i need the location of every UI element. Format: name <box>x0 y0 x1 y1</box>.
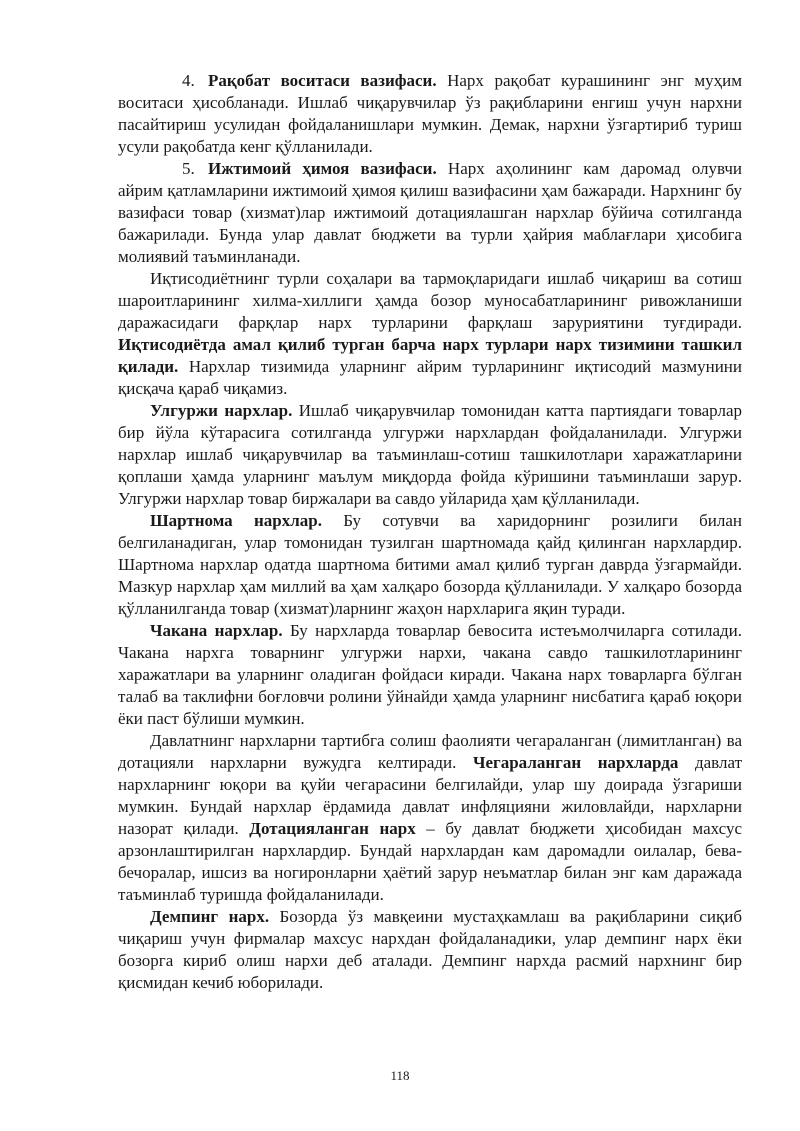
paragraph-text: Ишлаб чиқарувчилар томонидан катта партиядаги товарлар бир йўла кўтарасига сотилганда улгуржи нархлардан фойдаланилади. Улгуржи нархлар ишлаб чиқарувчилар ва таъминлаш-сотиш ташкилотлари харажатларини қоплаши ҳамда уларнинг маълум миқдорда фойда кўришини таъминлаши зарур. Улгуржи нархлар товар биржалари ва савдо уйларида ҳам қўлланилади. <box>118 401 742 508</box>
paragraph-price-system <box>118 268 742 400</box>
bold-term-subsidized: Дотацияланган нарх <box>249 819 416 838</box>
paragraph-social-protection-function <box>118 158 742 268</box>
paragraph-text: Нарх рақобат курашининг энг муҳим воситаси ҳисобланади. Ишлаб чиқарувчилар ўз рақибларини енгиш учун нархни пасайтириш усулидан фойдаланишлари мумкин. Демак, нархни ўзгартириб туриш усули рақобатда кенг қўлланилади. <box>118 71 742 156</box>
paragraph-text: Бу сотувчи ва харидорнинг розилиги билан белгиланадиган, улар томонидан тузилган шартномада қайд қилинган нархлардир. Шартнома нархлар одатда шартнома битими амал қилиб турган даврда ўзгармайди. Мазкур нархлар ҳам миллий ва ҳам халқаро бозорда қўлланилади. У халқаро бозорда қўлланилганда товар (хизмат)ларнинг жаҳон нархларига яқин туради. <box>118 511 742 618</box>
paragraph-regulated-prices <box>118 730 742 906</box>
paragraph-text: Давлатнинг нархларни тартибга солиш фаолияти чегараланган (лимитланган) ва дотацияли нархларни вужудга келтиради. <box>118 731 742 772</box>
page-number: 118 <box>390 1068 410 1083</box>
paragraph-text: Иқтисодиётнинг турли соҳалари ва тармоқларидаги ишлаб чиқариш ва сотиш шароитларининг хилма-хиллиги ҳамда бозор муносабатларининг ривожланиши даражасидаги фарқлар нарх турларини фарқлаш заруриятини туғдиради. <box>118 269 742 332</box>
bold-heading: Рақобат воситаси вазифаси. <box>208 71 437 90</box>
paragraph-wholesale-prices <box>118 400 742 510</box>
bold-heading: Демпинг нарх. <box>150 907 270 926</box>
paragraph-text: Бозорда ўз мавқеини мустаҳкамлаш ва рақибларини сиқиб чиқариш учун фирмалар махсус нархдан фойдаланадики, улар демпинг нарх ёки бозорга кириб олиш нархи деб аталади. Демпинг нархда расмий нархнинг бир қисмидан кечиб юборилади. <box>118 907 742 992</box>
bold-term-limited: Чегараланган нархларда <box>472 753 679 772</box>
paragraph-retail-prices <box>118 620 742 730</box>
paragraph-text: Бу нархларда товарлар бевосита истеъмолчиларга сотилади. Чакана нархга товарнинг улгуржи нархи, чакана савдо ташкилотларининг харажатлари ва уларнинг оладиган фойдаси киради. Чакана нарх товарларга бўлган талаб ва таклифни боғловчи ролини ўйнайди ҳамда уларнинг нисбатига қараб юқори ёки паст бўлиши мумкин. <box>118 621 742 728</box>
paragraph-text: давлат нархларнинг юқори ва қуйи чегарасини белгилайди, улар шу доирада ўзгариши мумкин. Бундай нархлар ёрдамида давлат инфляцияни жиловлайди, нархларни назорат қилади. <box>118 753 743 838</box>
paragraph-competition-function <box>118 70 742 158</box>
bold-statement: Иқтисодиётда амал қилиб турган барча нарх турлари нарх тизимини ташкил қилади. <box>118 335 742 376</box>
paragraph-text: – бу давлат бюджети ҳисобидан махсус арзонлаштирилган нархлардир. Бундай нархлардан кам даромадли оилалар, бева-бечоралар, ишсиз ва ногиронларни ҳаётий зарур неъматлар билан энг кам даражада таъминлаб туришда фойдаланилади. <box>118 819 742 904</box>
item-number: 4. <box>182 71 195 90</box>
page-body <box>118 70 742 994</box>
bold-heading: Шартнома нархлар. <box>150 511 322 530</box>
paragraph-dumping-price <box>118 906 742 994</box>
bold-heading: Чакана нархлар. <box>150 621 283 640</box>
paragraph-contract-prices <box>118 510 742 620</box>
item-number: 5. <box>182 159 195 178</box>
bold-heading: Улгуржи нархлар. <box>150 401 293 420</box>
paragraph-text: Нарх аҳолининг кам даромад олувчи айрим қатламларини ижтимоий ҳимоя қилиш вазифасини ҳам бажаради. Нархнинг бу вазифаси товар (хизмат)лар ижтимоий дотациялашган нархлар бўйича сотилганда бажарилади. Бунда улар давлат бюджети ва турли ҳайрия маблағлари ҳисобига молиявий таъминланади. <box>118 159 742 266</box>
bold-heading: Ижтимоий ҳимоя вазифаси. <box>208 159 437 178</box>
paragraph-text: Нархлар тизимида уларнинг айрим турларининг иқтисодий мазмунини қисқача қараб чиқамиз. <box>118 357 742 398</box>
